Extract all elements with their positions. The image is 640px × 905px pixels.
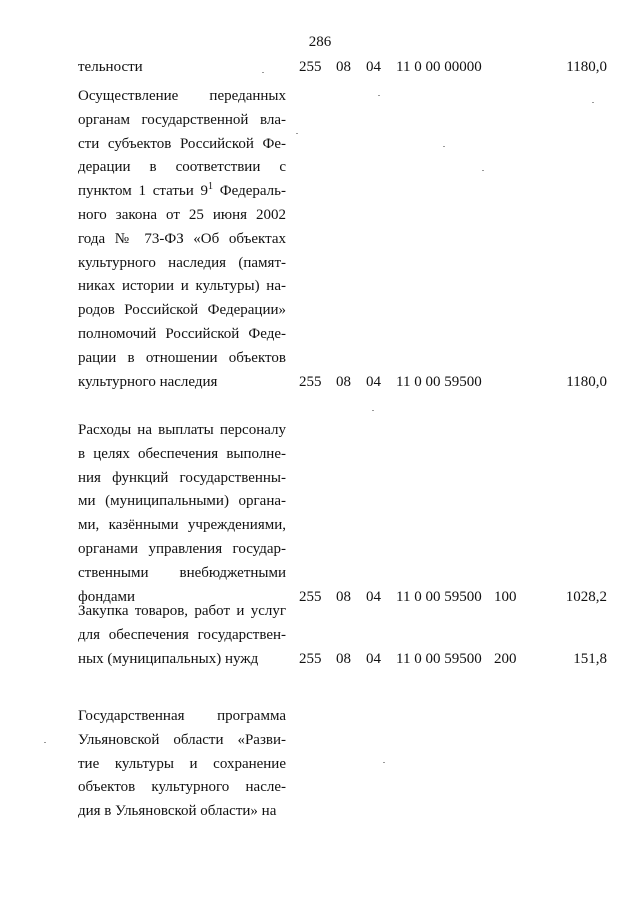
amount-cell: 1180,0	[566, 59, 607, 75]
description-line: органам государственной вла-	[78, 111, 286, 128]
description-line: Государственная программа	[78, 708, 286, 724]
scan-speck	[592, 102, 594, 103]
admin-code-cell: 255	[299, 650, 322, 667]
scan-speck	[262, 72, 264, 73]
subsection-code-cell: 04	[366, 59, 381, 75]
section-code-cell: 08	[336, 59, 351, 75]
description-line: дерации в соответствии с	[78, 159, 286, 176]
superscript-one: 1	[208, 181, 214, 193]
target-article-cell: 11 0 00 00000	[396, 59, 482, 75]
amount-cell: 1028,2	[565, 588, 607, 605]
expense-type-cell: 200	[494, 650, 517, 667]
description-line: Расходы на выплаты персоналу	[78, 422, 286, 438]
subsection-code-cell: 04	[366, 373, 381, 390]
target-article-cell: 11 0 00 59500	[396, 588, 482, 605]
subsection-code-cell: 04	[366, 650, 381, 667]
description-line: для обеспечения государствен-	[78, 626, 286, 643]
description-line: дия в Ульяновской области» на	[78, 803, 277, 820]
description-line: ного закона от 25 июня 2002	[78, 206, 286, 223]
description-line: ных (муниципальных) нужд	[78, 650, 259, 667]
row-description	[78, 85, 286, 394]
description-line: Ульяновской области «Разви-	[78, 731, 286, 748]
admin-code-cell: 255	[299, 373, 322, 390]
description-line: объектов культурного насле-	[78, 779, 286, 796]
scan-speck	[443, 146, 445, 147]
description-line: ми (муниципальными) органа-	[78, 493, 286, 510]
description-line: никах истории и культуры) на-	[78, 278, 286, 295]
description-line: культурного наследия (памят-	[78, 254, 286, 271]
description-line: культурного наследия	[78, 373, 218, 390]
scan-speck	[44, 742, 46, 743]
amount-cell: 151,8	[573, 650, 607, 667]
scan-speck	[482, 170, 484, 171]
amount-cell: 1180,0	[566, 373, 607, 390]
expense-type-cell: 100	[494, 588, 517, 605]
description-line: полномочий Российской Феде-	[78, 325, 286, 342]
description-line: тельности	[78, 59, 143, 75]
subsection-code-cell: 04	[366, 588, 381, 605]
page-number: 286	[308, 34, 332, 50]
description-line: года № 73-ФЗ «Об объектах	[78, 230, 286, 247]
section-code-cell: 08	[336, 373, 351, 390]
description-line: ственными внебюджетными	[78, 564, 286, 581]
description-line: фондами	[78, 588, 136, 605]
description-line: Закупка товаров, работ и услуг	[78, 603, 286, 619]
section-code-cell: 08	[336, 650, 351, 667]
scan-speck	[296, 133, 298, 134]
description-line: ми, казёнными учреждениями,	[78, 517, 286, 534]
description-line: сти субъектов Российской Фе-	[78, 135, 286, 152]
description-line: пунктом 1 статьи $9^1$ Федераль-	[78, 181, 286, 200]
scan-speck	[372, 410, 374, 411]
scan-speck	[383, 762, 385, 763]
target-article-cell: 11 0 00 59500	[396, 650, 482, 667]
row-description	[78, 705, 286, 824]
description-line: родов Российской Федерации»	[78, 302, 286, 319]
row-description	[78, 56, 286, 80]
description-line: ния функций государственны-	[78, 469, 286, 486]
description-line: рации в отношении объектов	[78, 349, 286, 366]
target-article-cell: 11 0 00 59500	[396, 373, 482, 390]
description-line: Осуществление переданных	[78, 88, 286, 104]
section-code-cell: 08	[336, 588, 351, 605]
row-description	[78, 600, 286, 671]
description-line: в целях обеспечения выполне-	[78, 445, 286, 462]
description-line: органами управления государ-	[78, 540, 286, 557]
scan-speck	[378, 95, 380, 96]
admin-code-cell: 255	[299, 59, 322, 75]
description-line: тие культуры и сохранение	[78, 755, 286, 772]
row-description	[78, 419, 286, 609]
admin-code-cell: 255	[299, 588, 322, 605]
